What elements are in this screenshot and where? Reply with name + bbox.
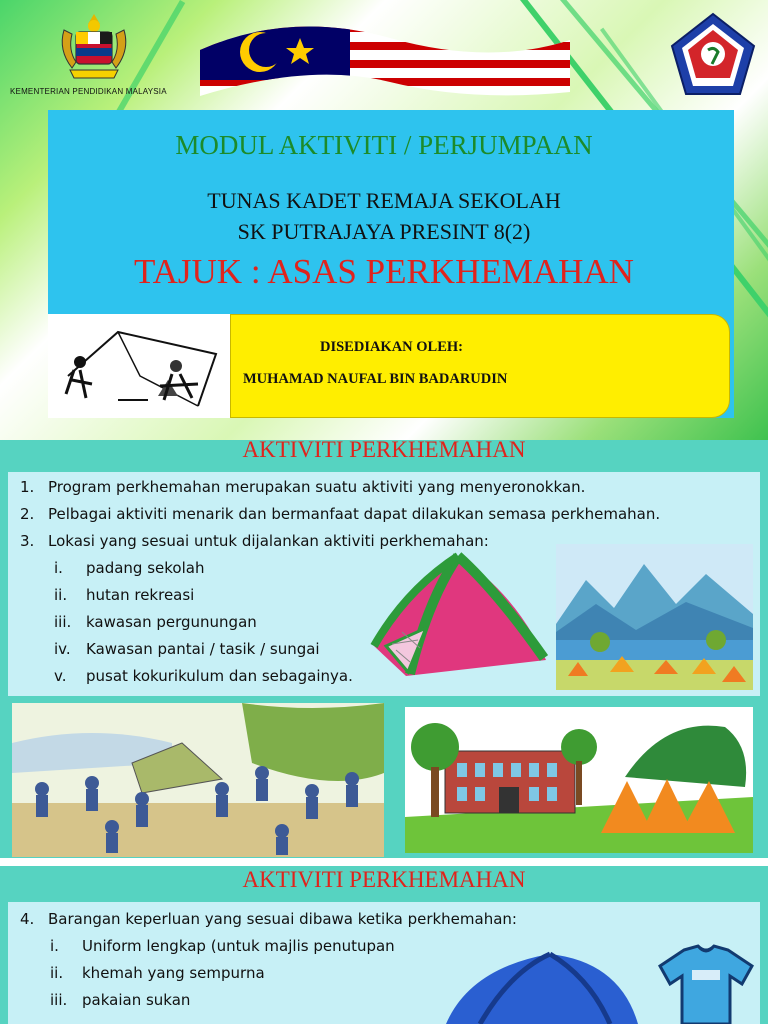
scouts-activity-drawing — [12, 703, 384, 857]
section-2-heading: AKTIVITI PERKHEMAHAN — [242, 867, 526, 892]
topic-title: TAJUK : ASAS PERKHEMAHAN — [134, 252, 634, 291]
ministry-label: KEMENTERIAN PENDIDIKAN MALAYSIA — [10, 87, 167, 96]
section-1-heading: AKTIVITI PERKHEMAHAN — [242, 437, 526, 462]
module-title: MODUL AKTIVITI / PERJUMPAAN — [175, 130, 593, 160]
org-line-1: TUNAS KADET REMAJA SEKOLAH — [207, 188, 561, 213]
author-box — [230, 314, 730, 418]
supply-item: i. Uniform lengkap (untuk majlis penutupan — [50, 937, 395, 955]
scouts-activity-image — [12, 703, 384, 857]
supply-item: iii. pakaian sukan — [50, 991, 191, 1009]
supply-item: ii. khemah yang sempurna — [50, 964, 265, 982]
location-item: ii. hutan rekreasi — [54, 586, 195, 604]
blue-tent-image — [440, 948, 640, 1024]
location-item: iii. kawasan pergunungan — [54, 613, 257, 631]
tshirt-image — [658, 944, 754, 1024]
location-item: iv. Kawasan pantai / tasik / sungai — [54, 640, 320, 658]
malaysia-flag-image — [200, 10, 570, 102]
tent-image — [366, 550, 552, 682]
malaysia-crest-logo — [56, 12, 132, 82]
kadet-remaja-badge — [668, 12, 758, 104]
school-campsite-image — [405, 707, 753, 853]
camping-sketch-image — [48, 314, 230, 418]
list-item: 3. Lokasi yang sesuai untuk dijalankan aktiviti perkhemahan: — [20, 532, 489, 550]
location-item: v. pusat kokurikulum dan sebagainya. — [54, 667, 353, 685]
list-item: 2. Pelbagai aktiviti menarik dan bermanfaat dapat dilakukan semasa perkhemahan. — [20, 505, 661, 523]
org-line-2: SK PUTRAJAYA PRESINT 8(2) — [237, 219, 531, 244]
org-name — [0, 185, 768, 247]
author-name: MUHAMAD NAUFAL BIN BADARUDIN — [243, 371, 508, 387]
prepared-by-label: DISEDIAKAN OLEH: — [320, 339, 464, 355]
list-item: 1. Program perkhemahan merupakan suatu aktiviti yang menyeronokkan. — [20, 478, 586, 496]
location-item: i. padang sekolah — [54, 559, 205, 577]
mountain-lake-image — [556, 544, 753, 690]
school-campsite-drawing — [405, 707, 753, 853]
list-item: 4. Barangan keperluan yang sesuai dibawa ketika perkhemahan: — [20, 910, 517, 928]
